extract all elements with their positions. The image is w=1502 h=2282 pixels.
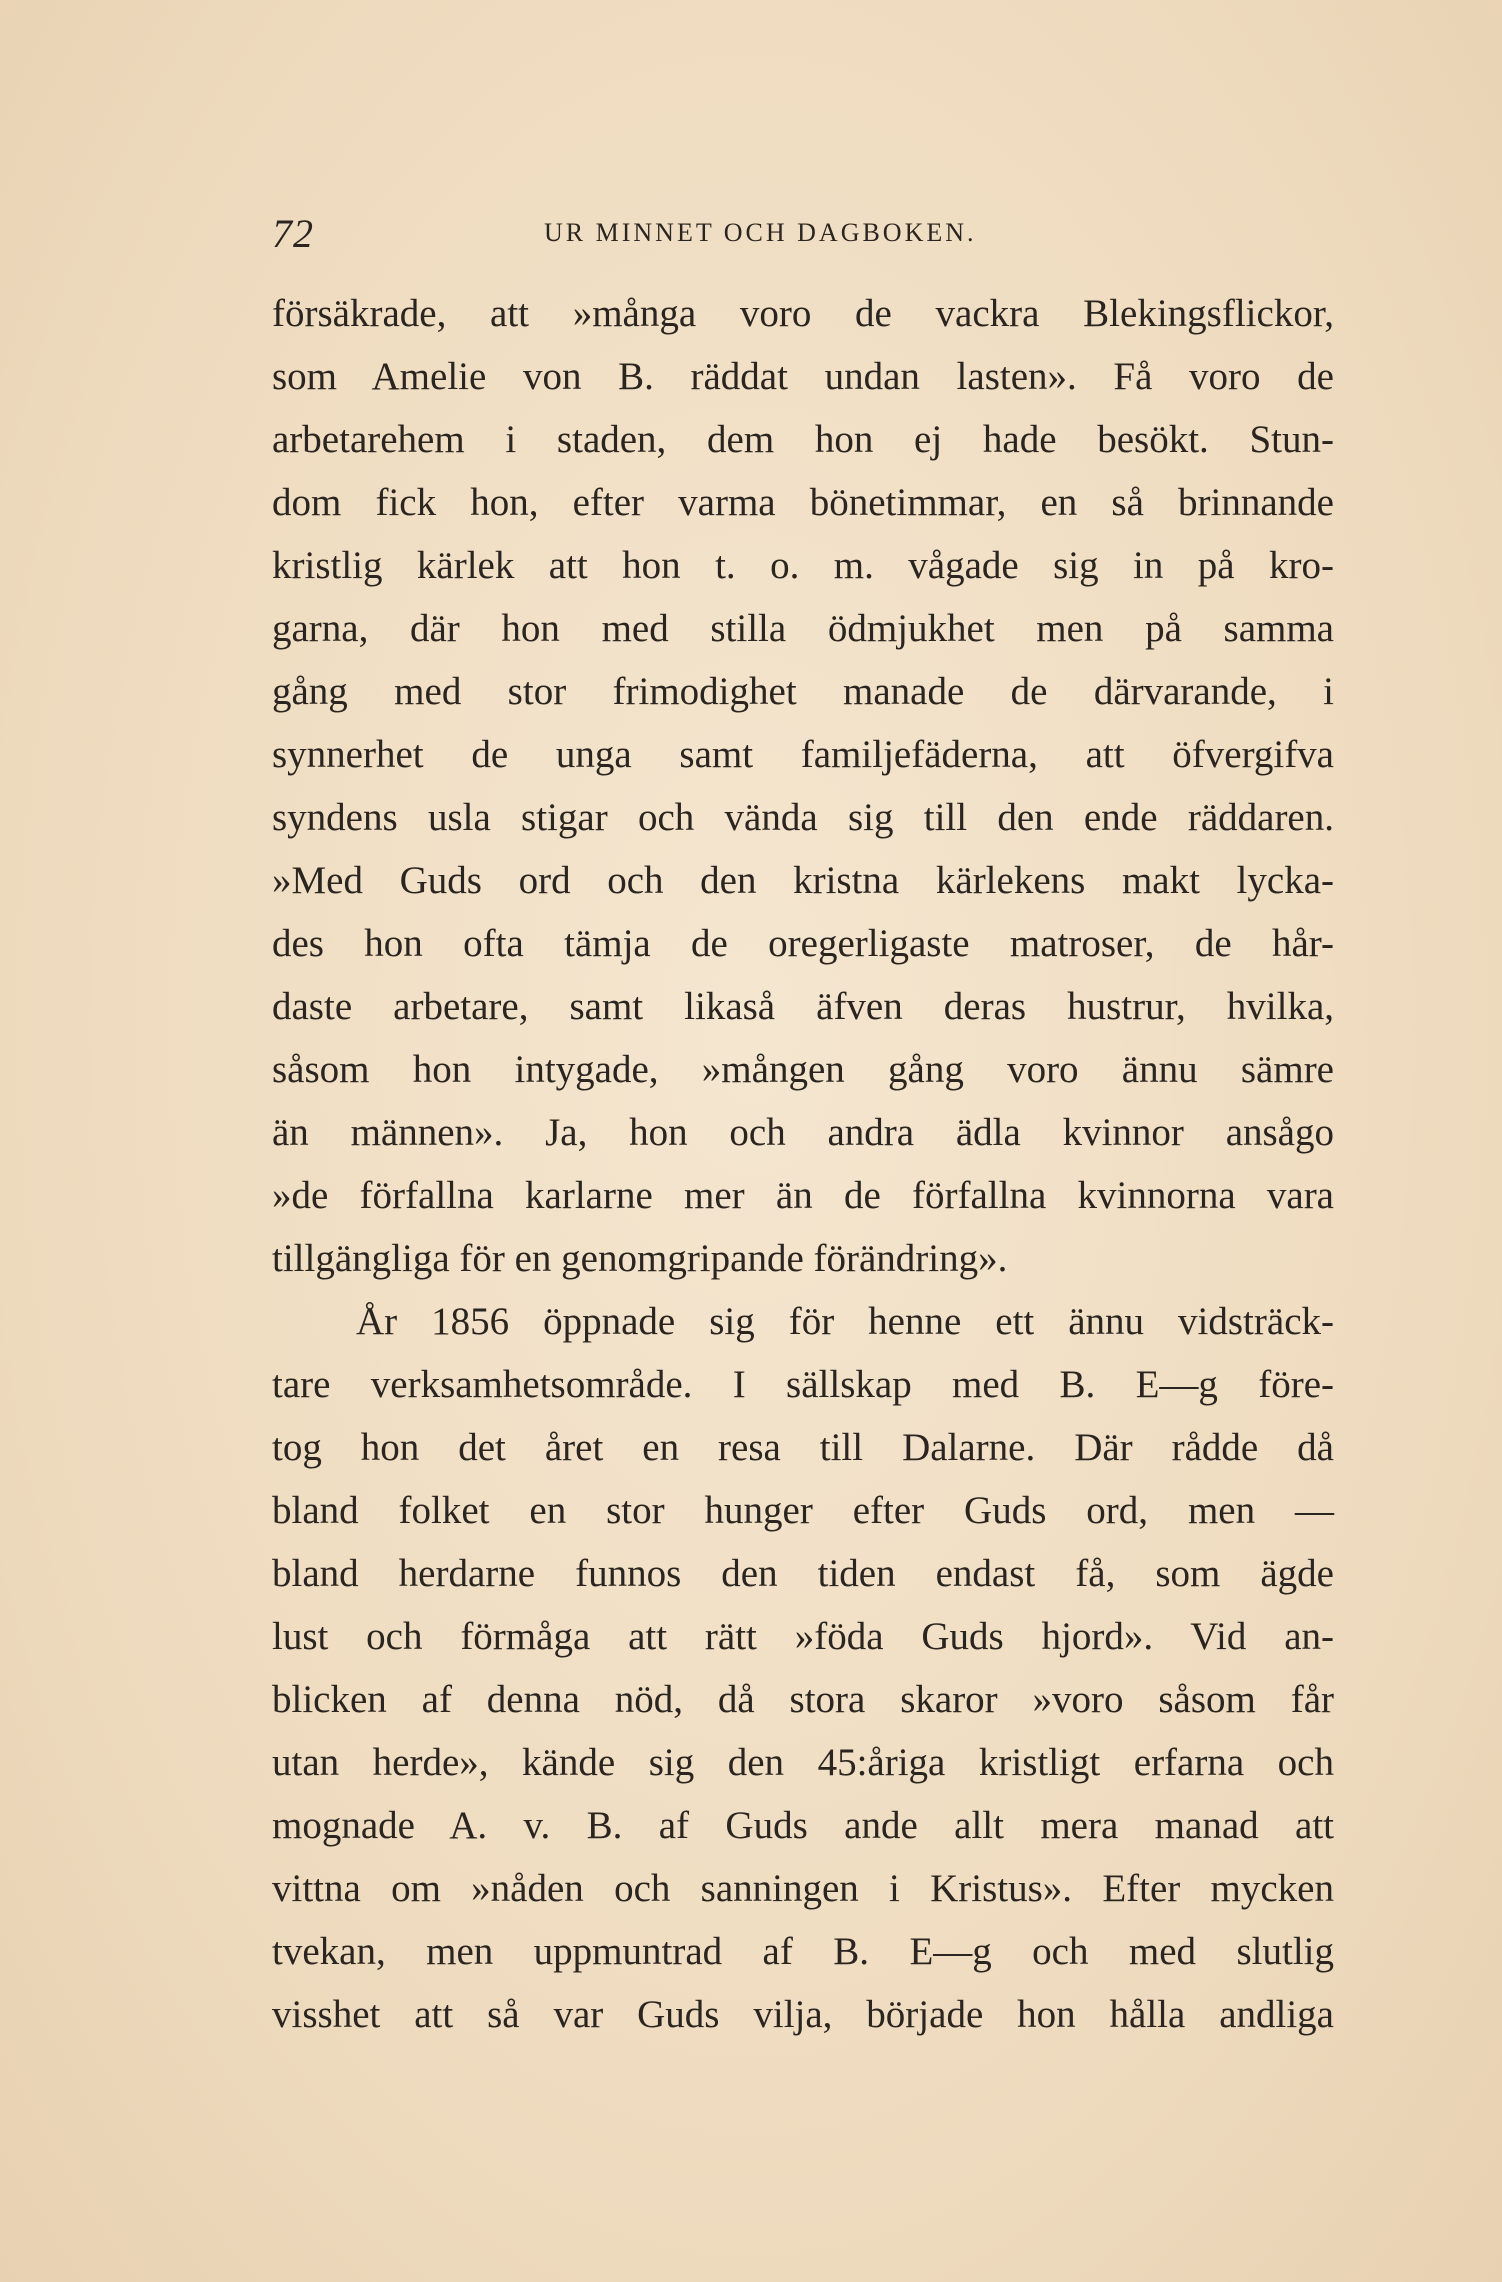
text-line: än männen». Ja, hon och andra ädla kvinnor ansågo — [272, 1111, 1334, 1154]
text-line: bland folket en stor hunger efter Guds ord, men — — [272, 1489, 1334, 1532]
text-line: som Amelie von B. räddat undan lasten». Få voro de — [272, 355, 1334, 398]
text-line: visshet att så var Guds vilja, började hon hålla andliga — [272, 1993, 1334, 2036]
text-line: »Med Guds ord och den kristna kärlekens makt lycka- — [272, 859, 1334, 902]
text-line: garna, där hon med stilla ödmjukhet men på samma — [272, 607, 1334, 650]
text-line: bland herdarne funnos den tiden endast få, som ägde — [272, 1552, 1334, 1595]
text-line: daste arbetare, samt likaså äfven deras hustrur, hvilka, — [272, 985, 1334, 1028]
text-line: arbetarehem i staden, dem hon ej hade besökt. Stun- — [272, 418, 1334, 461]
text-line: tvekan, men uppmuntrad af B. E—g och med slutlig — [272, 1930, 1334, 1973]
running-head — [272, 210, 1334, 260]
text-line: tillgängliga för en genomgripande förändring». — [272, 1237, 1008, 1280]
text-line: »de förfallna karlarne mer än de förfallna kvinnorna vara — [272, 1174, 1334, 1217]
text-line: gång med stor frimodighet manade de därvarande, i — [272, 670, 1334, 713]
text-line: År 1856 öppnade sig för henne ett ännu vidsträck- — [356, 1300, 1334, 1343]
text-line: blicken af denna nöd, då stora skaror »voro såsom får — [272, 1678, 1334, 1721]
running-title: UR MINNET OCH DAGBOKEN. — [544, 218, 977, 247]
text-line: des hon ofta tämja de oregerligaste matroser, de hår- — [272, 922, 1334, 965]
text-line: tog hon det året en resa till Dalarne. Där rådde då — [272, 1426, 1334, 1469]
text-line: försäkrade, att »många voro de vackra Blekingsflickor, — [272, 292, 1334, 335]
text-line: dom fick hon, efter varma bönetimmar, en så brinnande — [272, 481, 1334, 524]
text-line: syndens usla stigar och vända sig till den ende räddaren. — [272, 796, 1334, 839]
text-line: kristlig kärlek att hon t. o. m. vågade sig in på kro- — [272, 544, 1334, 587]
page-number: 72 — [272, 211, 314, 256]
text-line: lust och förmåga att rätt »föda Guds hjord». Vid an- — [272, 1615, 1334, 1658]
text-line: såsom hon intygade, »mången gång voro ännu sämre — [272, 1048, 1334, 1091]
body-text — [272, 282, 1334, 2046]
text-line: tare verksamhetsområde. I sällskap med B. E—g före- — [272, 1363, 1334, 1406]
text-line: utan herde», kände sig den 45:åriga kristligt erfarna och — [272, 1741, 1334, 1784]
text-line: mognade A. v. B. af Guds ande allt mera manad att — [272, 1804, 1334, 1847]
text-line: synnerhet de unga samt familjefäderna, att öfvergifva — [272, 733, 1334, 776]
text-line: vittna om »nåden och sanningen i Kristus». Efter mycken — [272, 1867, 1334, 1910]
